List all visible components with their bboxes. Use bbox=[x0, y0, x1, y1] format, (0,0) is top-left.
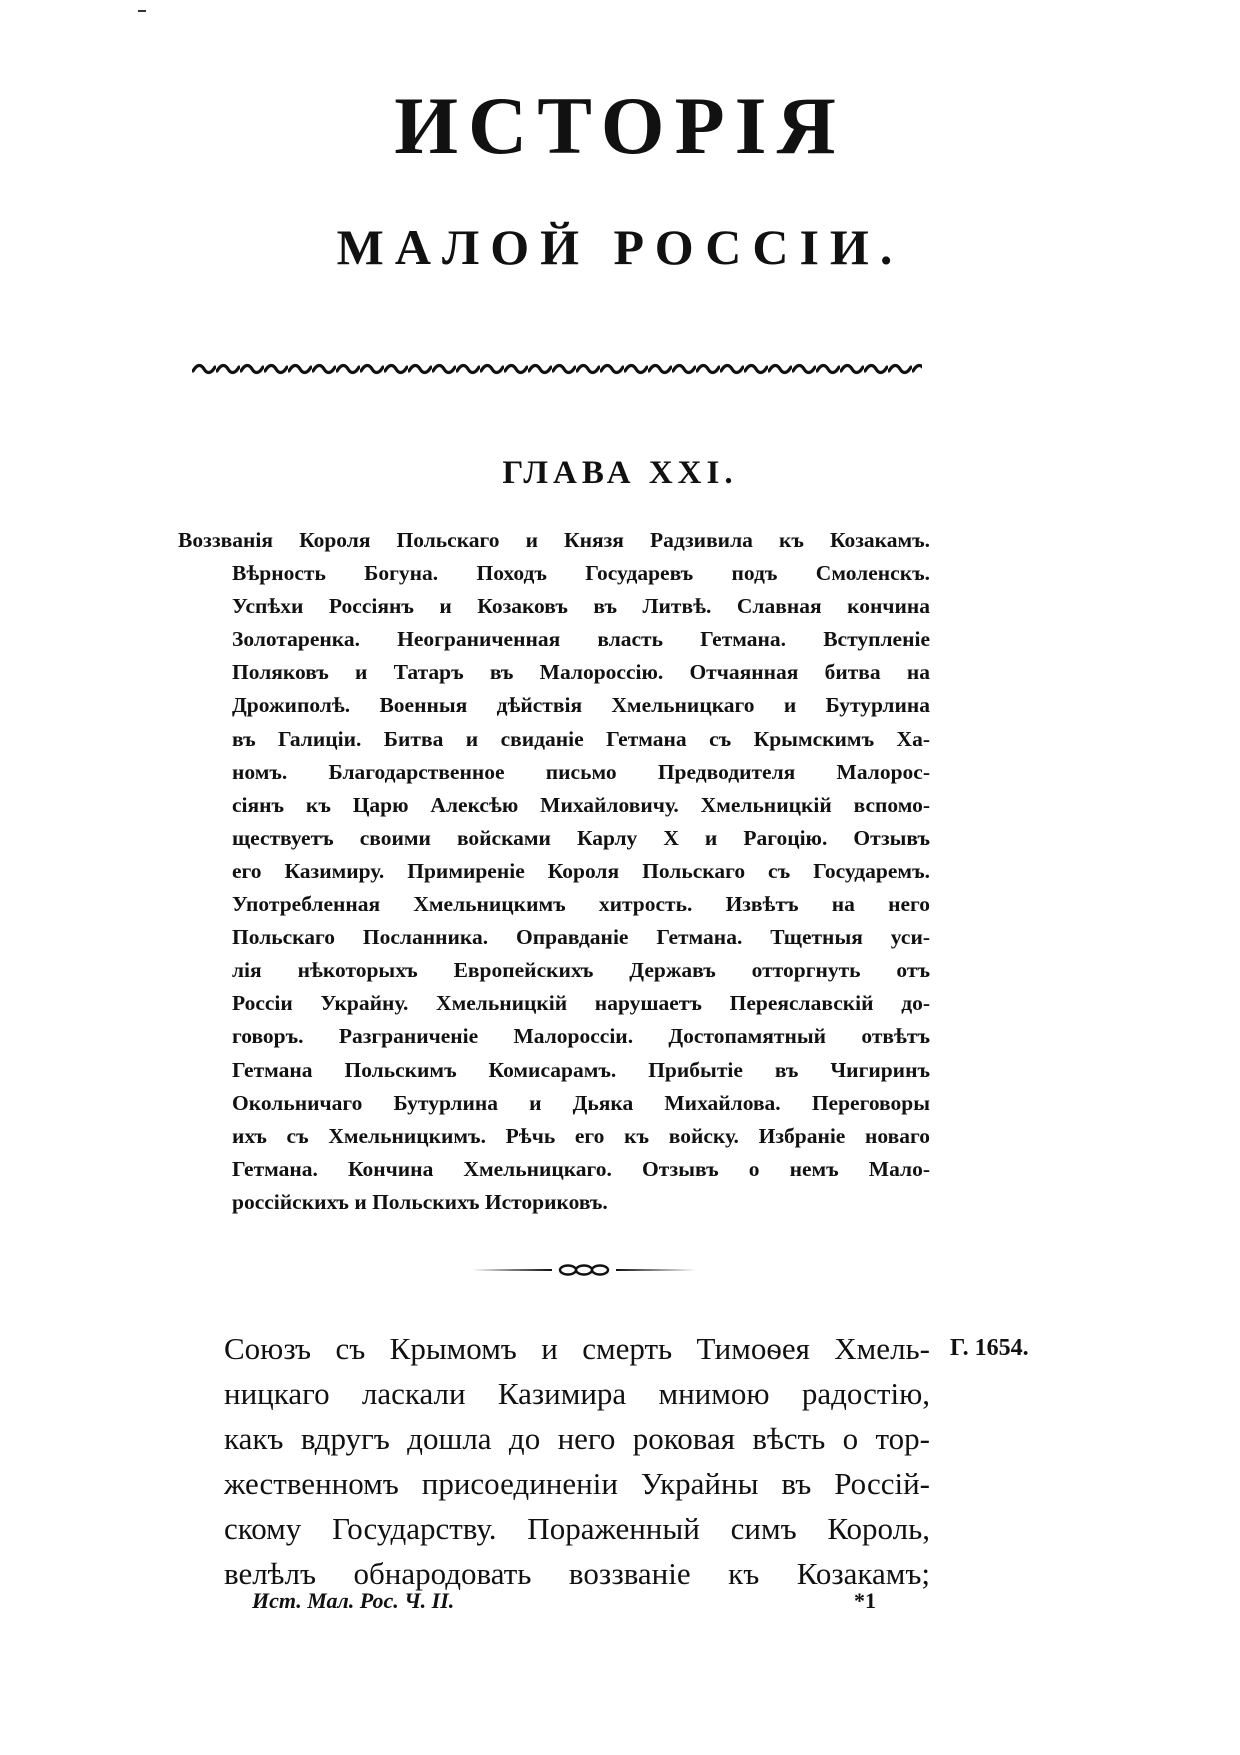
summary-line: Употребленная Хмельницкимъ хитрость. Извѣтъ на него bbox=[232, 892, 930, 917]
corner-mark bbox=[138, 10, 146, 12]
margin-year-note: Г. 1654. bbox=[950, 1335, 1029, 1361]
footer-sheet-number: *1 bbox=[854, 1588, 876, 1613]
summary-line: Окольничаго Бутурлина и Дьяка Михайлова. Переговоры bbox=[232, 1090, 930, 1115]
summary-line: ихъ съ Хмельницкимъ. Рѣчь его къ войску. Избраніе новаго bbox=[232, 1123, 930, 1148]
summary-line: Гетмана Польскимъ Комисарамъ. Прибытіе въ Чигиринъ bbox=[232, 1057, 930, 1082]
summary-line: россійскихъ и Польскихъ Историковъ. bbox=[232, 1189, 608, 1214]
body-line: Союзъ съ Крымомъ и смерть Тимоѳея Хмель- bbox=[224, 1331, 930, 1366]
summary-line: Воззванія Короля Польскаго и Князя Радзивила къ Козакамъ. bbox=[178, 528, 930, 552]
summary-line: Золотаренка. Неограниченная власть Гетмана. Вступленіе bbox=[232, 627, 930, 652]
summary-line: Гетмана. Кончина Хмельницкаго. Отзывъ о немъ Мало- bbox=[232, 1156, 930, 1181]
summary-line: Вѣрность Богуна. Походъ Государевъ подъ Смоленскъ. bbox=[232, 561, 930, 586]
body-text bbox=[224, 1326, 930, 1596]
summary-line: Россіи Украйну. Хмельницкій нарушаетъ Переяславскій до- bbox=[232, 991, 930, 1016]
summary-line: ществуетъ своими войсками Карлу X и Рагоцію. Отзывъ bbox=[232, 825, 930, 850]
body-line: какъ вдругъ дошла до него роковая вѣсть о тор- bbox=[224, 1421, 930, 1456]
summary-line: Дрожиполѣ. Военныя дѣйствія Хмельницкаго и Бутурлина bbox=[232, 693, 930, 718]
body-line: жественномъ присоединеніи Украйны въ Россій- bbox=[224, 1466, 930, 1501]
summary-line: Польскаго Посланника. Оправданіе Гетмана. Тщетныя уси- bbox=[232, 925, 930, 950]
summary-line: номъ. Благодарственное письмо Предводителя Малорос- bbox=[232, 759, 930, 784]
chapter-summary bbox=[180, 524, 930, 1219]
body-line: ницкаго ласкали Казимира мнимою радостію, bbox=[224, 1376, 930, 1411]
divider-ornament bbox=[472, 1262, 696, 1278]
body-line: скому Государству. Пораженный симъ Король, bbox=[224, 1511, 930, 1546]
ornamental-rule bbox=[192, 360, 922, 378]
summary-line: сіянъ къ Царю Алексѣю Михайловичу. Хмельницкій вспомо- bbox=[232, 792, 930, 817]
chapter-heading: ГЛАВА XXI. bbox=[502, 455, 738, 491]
book-subtitle: МАЛОЙ РОССІИ. bbox=[336, 219, 904, 275]
summary-line: его Казимиру. Примиреніе Короля Польскаго съ Государемъ. bbox=[232, 858, 930, 883]
footer-signature: Ист. Мал. Рос. Ч. II. bbox=[252, 1588, 455, 1613]
book-title: ИСТОРІЯ bbox=[394, 80, 846, 171]
summary-line: Поляковъ и Татаръ въ Малороссію. Отчаянная битва на bbox=[232, 660, 930, 685]
summary-line: Успѣхи Россіянъ и Козаковъ въ Литвѣ. Славная кончина bbox=[232, 594, 930, 619]
summary-line: говоръ. Разграниченіе Малороссіи. Достопамятный отвѣтъ bbox=[232, 1024, 930, 1049]
summary-line: въ Галиціи. Битва и свиданіе Гетмана съ Крымскимъ Ха- bbox=[232, 726, 930, 751]
summary-line: лія нѣкоторыхъ Европейскихъ Державъ отторгнуть отъ bbox=[232, 958, 930, 983]
body-line: велѣлъ обнародовать воззваніе къ Козакамъ; bbox=[224, 1556, 930, 1591]
